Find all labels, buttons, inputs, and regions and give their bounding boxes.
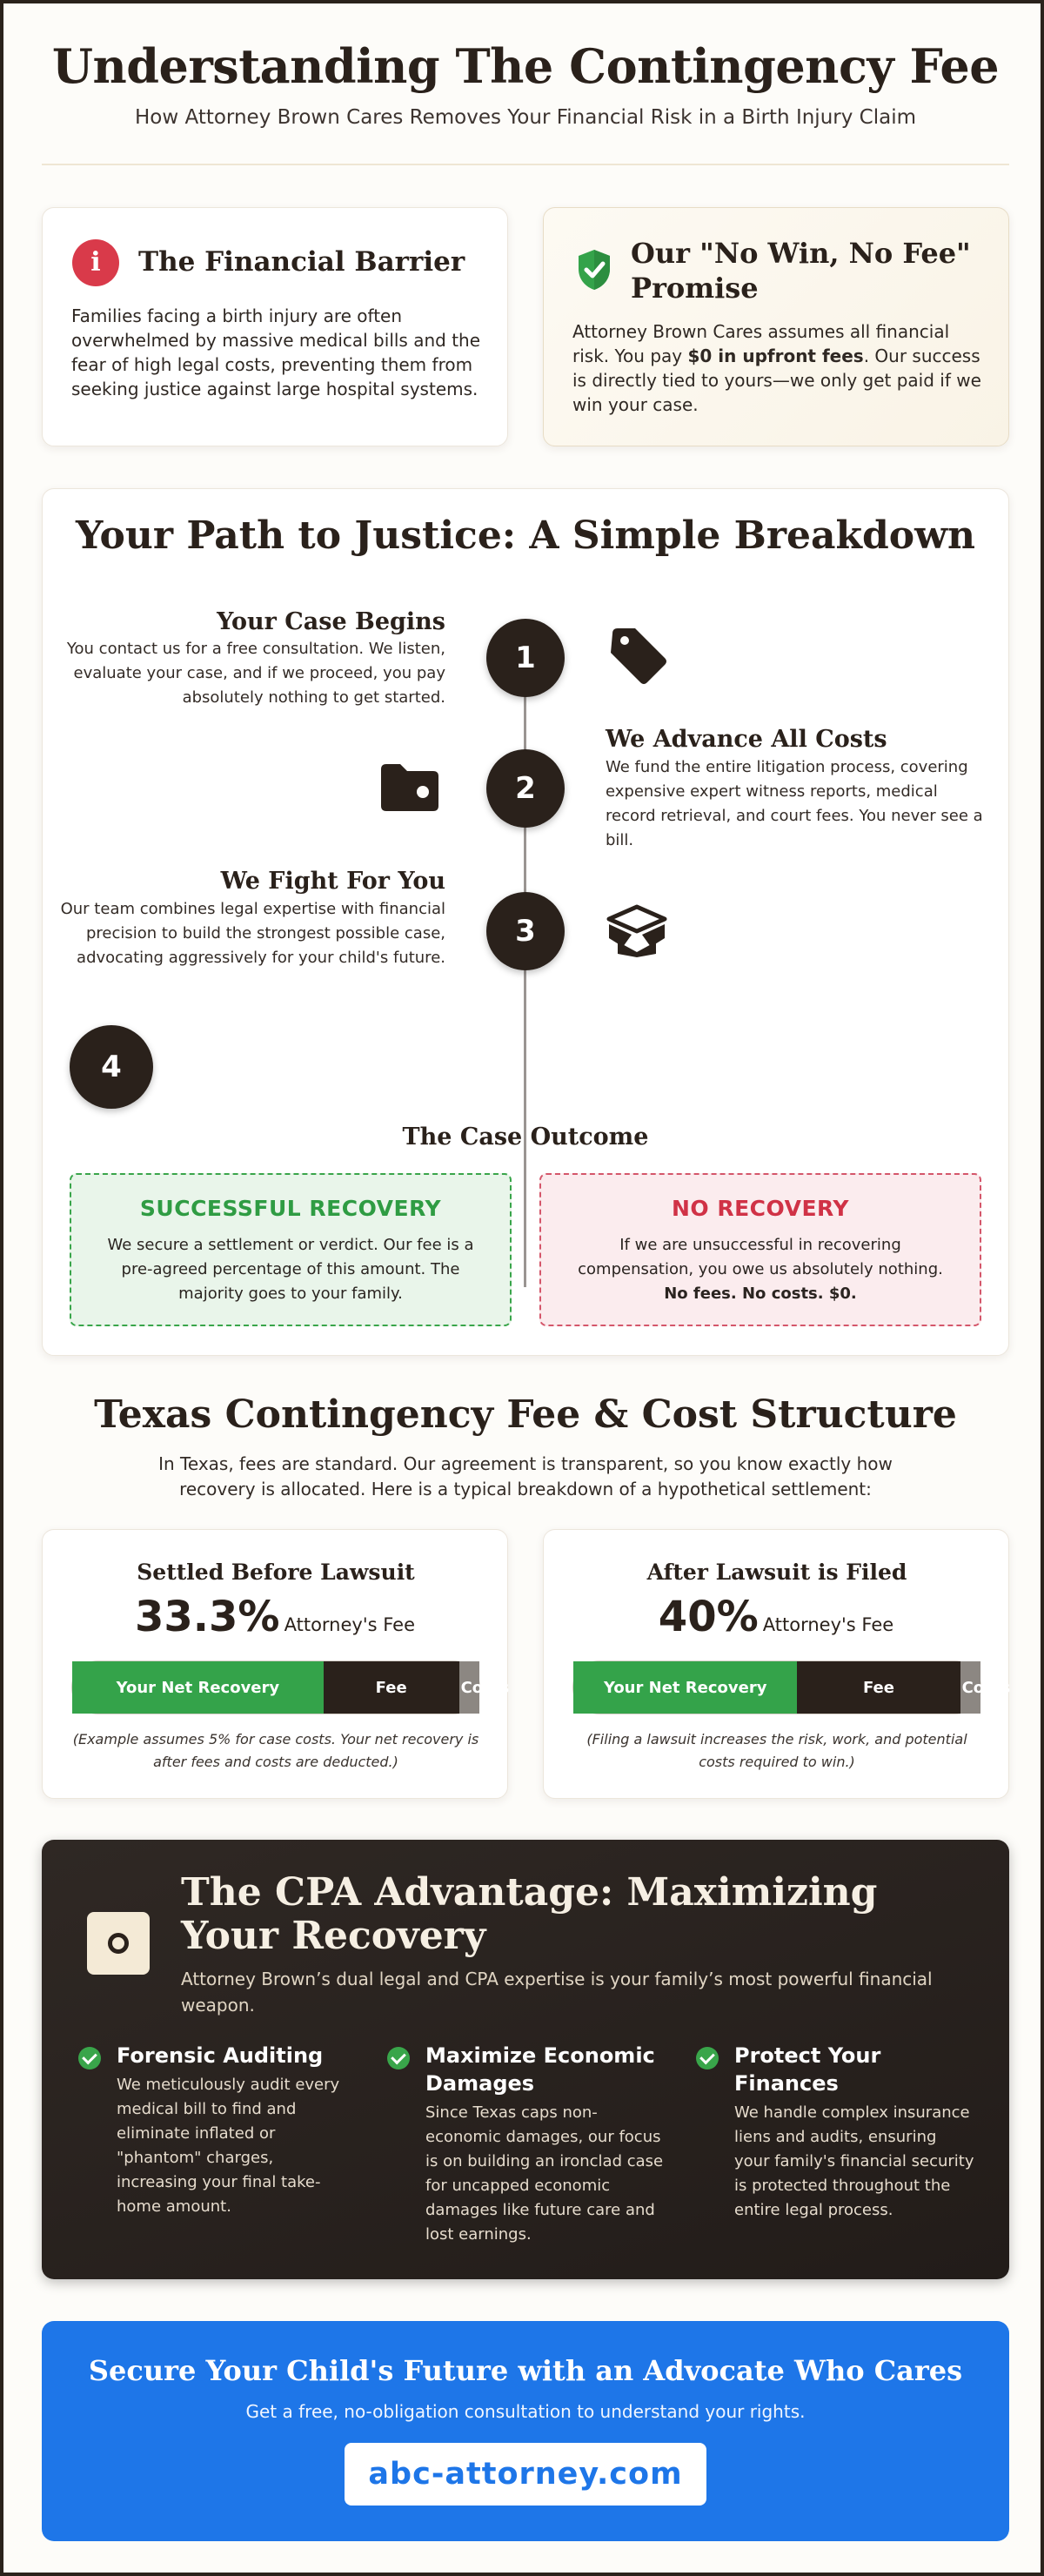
cta-title: Secure Your Child's Future with an Advocate Who Cares [88,2354,963,2387]
step-2-text: We fund the entire litigation process, covering expensive expert witness reports, medical record retrieval, and court fees. You never see a bill. [606,758,983,849]
website-link-button[interactable]: abc-attorney.com [345,2443,706,2506]
fee-structure-title: Texas Contingency Fee & Cost Structure [94,1392,957,1437]
cpa-subtitle: Attorney Brown’s dual legal and CPA expertise is your family’s most powerful financial weapon. [181,1969,933,2016]
step-2-number: 2 [486,749,565,828]
box-open-icon [606,903,668,959]
promise-text-highlight: $0 in upfront fees [687,345,864,366]
cta-subtitle: Get a free, no-obligation consultation to understand your rights. [245,2401,806,2422]
promise-text-part: . Our success is directly tied to yours—we only get paid if we win your case. [572,345,981,415]
no-win-no-fee-title: Our "No Win, No Fee" Promise [631,237,971,305]
no-recovery-highlight: No fees. No costs. $0. [664,1285,857,1303]
check-circle-icon [387,2047,410,2070]
step-1-text: You contact us for a free consultation. We listen, evaluate your case, and if we proceed, you pay absolutely nothing to get started. [66,640,445,707]
bar-segment-costs: Costs [960,1661,980,1714]
cpa-feature-text: Since Texas caps non-economic damages, our focus is on building an ironclad case for uncapped economic damages like future care and lost earnings. [425,2103,664,2244]
step-3-title: We Fight For You [220,868,445,895]
fee-note: (Filing a lawsuit increases the risk, work, and potential costs required to win.) [586,1731,967,1770]
fee-card-before-lawsuit [42,1529,508,1799]
no-recovery-text [572,1233,948,1306]
shield-check-icon [575,248,613,292]
fee-card-title: Settled Before Lawsuit [137,1560,415,1585]
step-3-number: 3 [486,892,565,970]
no-recovery-title: NO RECOVERY [671,1196,850,1221]
fee-bar [71,1660,510,1714]
no-recovery-box [539,1173,981,1326]
fee-note: (Example assumes 5% for case costs. Your net recovery is after fees and costs are deducted.) [72,1731,479,1770]
financial-barrier-text: Families facing a birth injury are often overwhelmed by massive medical bills and the fear of high legal costs, preventing them from seeking justice against large hospital systems. [71,305,481,399]
info-icon: i [72,239,119,286]
fee-bar [572,1660,1011,1714]
cpa-badge-icon [87,1912,150,1975]
header-divider [42,164,1009,165]
successful-recovery-title: SUCCESSFUL RECOVERY [139,1196,442,1221]
cpa-feature [387,2042,666,2247]
fee-percent-label: Attorney's Fee [762,1614,894,1635]
no-win-no-fee-text [572,319,990,417]
check-circle-icon [78,2047,101,2070]
promise-text-part: Attorney Brown Cares assumes all financial risk. You pay [572,321,950,366]
cpa-feature [696,2042,974,2223]
successful-recovery-box [70,1173,512,1326]
step-1-number: 1 [486,619,565,697]
fee-percentage [43,1593,507,1641]
cta-section [42,2321,1009,2541]
bar-segment-recovery: Your Net Recovery [573,1661,797,1714]
no-win-no-fee-card [543,207,1009,446]
fee-card-after-lawsuit [543,1529,1009,1799]
bar-segment-recovery: Your Net Recovery [72,1661,324,1714]
cpa-feature-text: We handle complex insurance liens and audits, ensuring your family's financial security is protected throughout the entire legal process. [734,2103,974,2219]
bar-segment-fee: Fee [797,1661,960,1714]
bar-segment-fee: Fee [324,1661,459,1714]
fee-percent-value: 33.3% [134,1593,280,1641]
path-title: Your Path to Justice: A Simple Breakdown [75,513,976,558]
no-recovery-text-part: If we are unsuccessful in recovering compensation, you owe us absolutely nothing. [578,1236,943,1278]
step-2-title: We Advance All Costs [606,726,887,753]
step-1-title: Your Case Begins [217,608,445,635]
bar-segment-costs: Costs [459,1661,479,1714]
case-outcome-title: The Case Outcome [402,1124,649,1150]
cpa-feature-text: We meticulously audit every medical bill to find and eliminate inflated or "phantom" charges, increasing your final take-home amount. [117,2076,340,2216]
financial-barrier-card [42,207,508,446]
step-4-number: 4 [70,1025,153,1109]
cpa-title: The CPA Advantage: Maximizing Your Recovery [181,1870,878,1958]
cpa-advantage-section [42,1840,1009,2279]
tag-icon [607,625,670,688]
page-subtitle: How Attorney Brown Cares Removes Your Financial Risk in a Birth Injury Claim [135,106,916,129]
page-title: Understanding The Contingency Fee [51,38,1000,94]
step-3-text: Our team combines legal expertise with financial precision to build the strongest possible case, advocating aggressively for your child's future. [60,900,445,967]
page-header [42,38,1009,129]
financial-barrier-title: The Financial Barrier [138,246,465,278]
check-circle-icon [696,2047,719,2070]
fee-structure-intro: In Texas, fees are standard. Our agreement is transparent, so you know exactly how recovery is allocated. Here is a typical breakdown of a hypothetical settlement: [158,1453,893,1499]
cpa-feature-title: Protect Your Finances [734,2043,881,2096]
fee-percent-label: Attorney's Fee [284,1614,416,1635]
cpa-feature-title: Forensic Auditing [117,2043,324,2068]
fee-percentage [544,1593,1008,1641]
successful-recovery-text: We secure a settlement or verdict. Our fee is a pre-agreed percentage of this amount. The majority goes to your family. [107,1236,474,1303]
fee-card-title: After Lawsuit is Filed [646,1560,907,1585]
cpa-feature [78,2042,357,2219]
folder-icon [379,762,440,813]
fee-percent-value: 40% [658,1593,759,1641]
cpa-feature-title: Maximize Economic Damages [425,2043,655,2096]
